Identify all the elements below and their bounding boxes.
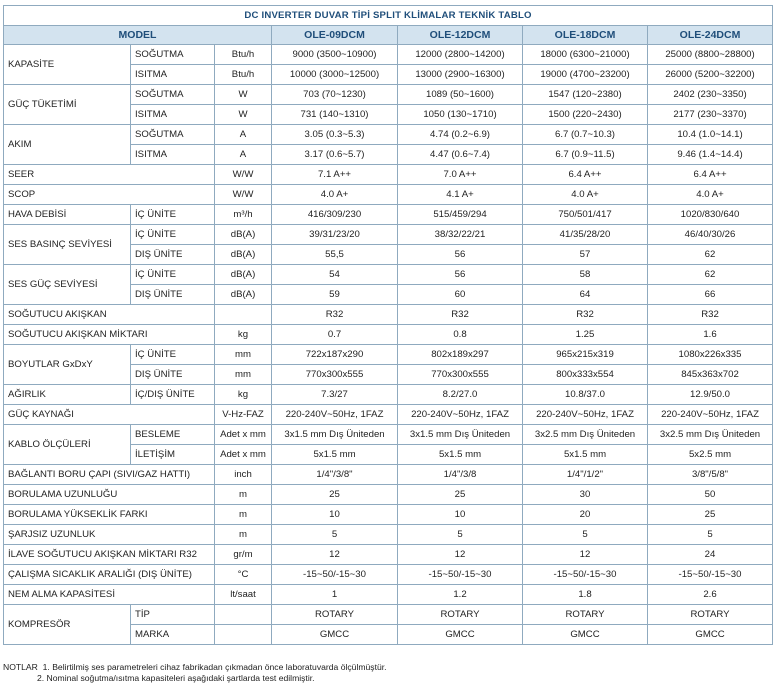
table-row [4, 305, 773, 325]
row-label: GÜÇ TÜKETİMİ [4, 85, 131, 125]
row-value: 1.8 [523, 585, 648, 605]
row-sublabel: İÇ ÜNİTE [131, 205, 215, 225]
table-row [4, 465, 773, 485]
row-value: R32 [523, 305, 648, 325]
row-value: 5 [648, 525, 773, 545]
row-sublabel: ISITMA [131, 65, 215, 85]
table-row [4, 125, 773, 145]
row-unit [215, 605, 272, 625]
row-value: 4.1 A+ [398, 185, 523, 205]
row-value: 66 [648, 285, 773, 305]
row-value: 10 [398, 505, 523, 525]
row-unit: A [215, 145, 272, 165]
row-label: BOYUTLAR GxDxY [4, 345, 131, 385]
row-value: 5 [272, 525, 398, 545]
row-label: ŞARJSIZ UZUNLUK [4, 525, 215, 545]
row-value: 0.8 [398, 325, 523, 345]
row-value: 0.7 [272, 325, 398, 345]
row-sublabel: SOĞUTMA [131, 85, 215, 105]
row-unit: W/W [215, 185, 272, 205]
row-value: 3x1.5 mm Dış Üniteden [398, 425, 523, 445]
row-value: 1.6 [648, 325, 773, 345]
row-value: 845x363x702 [648, 365, 773, 385]
row-value: 802x189x297 [398, 345, 523, 365]
row-label: KABLO ÖLÇÜLERİ [4, 425, 131, 465]
row-value: 703 (70~1230) [272, 85, 398, 105]
row-value: 1020/830/640 [648, 205, 773, 225]
table-row [4, 405, 773, 425]
row-value: 1500 (220~2430) [523, 105, 648, 125]
model-header: MODEL [4, 26, 272, 45]
row-value: 3x2.5 mm Dış Üniteden [523, 425, 648, 445]
row-value: 4.0 A+ [272, 185, 398, 205]
row-label: ÇALIŞMA SICAKLIK ARALIĞI (DIŞ ÜNİTE) [4, 565, 215, 585]
row-value: 26000 (5200~32200) [648, 65, 773, 85]
row-unit: Adet x mm [215, 445, 272, 465]
table-row [4, 565, 773, 585]
row-value: 62 [648, 265, 773, 285]
notes-prefix: NOTLAR [3, 662, 38, 672]
row-value: 3x2.5 mm Dış Üniteden [648, 425, 773, 445]
table-row [4, 85, 773, 105]
row-unit: Btu/h [215, 65, 272, 85]
row-unit [215, 305, 272, 325]
row-unit: kg [215, 325, 272, 345]
row-value: 10 [272, 505, 398, 525]
row-value: 731 (140~1310) [272, 105, 398, 125]
row-value: 7.3/27 [272, 385, 398, 405]
row-unit: kg [215, 385, 272, 405]
row-sublabel: DIŞ ÜNİTE [131, 285, 215, 305]
row-label: İLAVE SOĞUTUCU AKIŞKAN MİKTARI R32 [4, 545, 215, 565]
row-value: 4.47 (0.6~7.4) [398, 145, 523, 165]
row-unit: °C [215, 565, 272, 585]
row-value: 25 [272, 485, 398, 505]
row-value: 722x187x290 [272, 345, 398, 365]
row-label: BAĞLANTI BORU ÇAPI (SIVI/GAZ HATTI) [4, 465, 215, 485]
row-unit: m [215, 525, 272, 545]
row-value: 24 [648, 545, 773, 565]
row-value: 25 [648, 505, 773, 525]
table-row [4, 205, 773, 225]
row-value: 25 [398, 485, 523, 505]
row-value: 19000 (4700~23200) [523, 65, 648, 85]
row-value: 416/309/230 [272, 205, 398, 225]
row-value: GMCC [523, 625, 648, 645]
row-value: 1 [272, 585, 398, 605]
row-value: -15~50/-15~30 [523, 565, 648, 585]
table-row [4, 165, 773, 185]
row-value: 5x2.5 mm [648, 445, 773, 465]
row-value: 38/32/22/21 [398, 225, 523, 245]
row-value: 25000 (8800~28800) [648, 45, 773, 65]
row-label: SES GÜÇ SEVİYESİ [4, 265, 131, 305]
note-1: 1. Belirtilmiş ses parametreleri cihaz fabrikadan çıkmadan önce laboratuvarda ölçülmüştür. [42, 662, 387, 672]
row-label: AKIM [4, 125, 131, 165]
row-value: 10.4 (1.0~14.1) [648, 125, 773, 145]
table-row [4, 345, 773, 365]
table-row [4, 325, 773, 345]
row-label: SEER [4, 165, 215, 185]
row-value: 1/4"/3/8 [398, 465, 523, 485]
row-value: -15~50/-15~30 [648, 565, 773, 585]
row-value: 12 [272, 545, 398, 565]
row-value: 9000 (3500~10900) [272, 45, 398, 65]
row-value: 965x215x319 [523, 345, 648, 365]
row-value: GMCC [648, 625, 773, 645]
row-value: 2177 (230~3370) [648, 105, 773, 125]
row-value: 8.2/27.0 [398, 385, 523, 405]
table-row [4, 525, 773, 545]
row-label: GÜÇ KAYNAĞI [4, 405, 215, 425]
model-col-4: OLE-24DCM [648, 26, 773, 45]
row-value: 18000 (6300~21000) [523, 45, 648, 65]
row-value: 58 [523, 265, 648, 285]
row-value: 12000 (2800~14200) [398, 45, 523, 65]
row-unit: m [215, 485, 272, 505]
row-unit: dB(A) [215, 265, 272, 285]
row-unit: m³/h [215, 205, 272, 225]
row-sublabel: BESLEME [131, 425, 215, 445]
row-value: 5x1.5 mm [272, 445, 398, 465]
row-unit: inch [215, 465, 272, 485]
row-unit: m [215, 505, 272, 525]
row-value: 4.74 (0.2~6.9) [398, 125, 523, 145]
row-value: 2.6 [648, 585, 773, 605]
row-value: 5 [523, 525, 648, 545]
row-sublabel: SOĞUTMA [131, 45, 215, 65]
row-sublabel: DIŞ ÜNİTE [131, 245, 215, 265]
row-value: 10000 (3000~12500) [272, 65, 398, 85]
row-value: -15~50/-15~30 [398, 565, 523, 585]
row-value: R32 [648, 305, 773, 325]
row-value: 1.2 [398, 585, 523, 605]
model-col-1: OLE-09DCM [272, 26, 398, 45]
row-value: ROTARY [648, 605, 773, 625]
spec-table [3, 5, 773, 645]
row-value: 2402 (230~3350) [648, 85, 773, 105]
row-value: 220-240V~50Hz, 1FAZ [272, 405, 398, 425]
row-value: 6.7 (0.9~11.5) [523, 145, 648, 165]
row-value: 1050 (130~1710) [398, 105, 523, 125]
row-value: 12.9/50.0 [648, 385, 773, 405]
row-value: 1/4"/1/2" [523, 465, 648, 485]
row-unit: dB(A) [215, 225, 272, 245]
row-value: 57 [523, 245, 648, 265]
row-sublabel: İÇ ÜNİTE [131, 265, 215, 285]
row-value: 9.46 (1.4~14.4) [648, 145, 773, 165]
row-label: AĞIRLIK [4, 385, 131, 405]
row-unit: Adet x mm [215, 425, 272, 445]
row-unit: V-Hz-FAZ [215, 405, 272, 425]
row-value: 6.4 A++ [523, 165, 648, 185]
row-label: KOMPRESÖR [4, 605, 131, 645]
row-sublabel: SOĞUTMA [131, 125, 215, 145]
row-label: SES BASINÇ SEVİYESİ [4, 225, 131, 265]
row-label: SOĞUTUCU AKIŞKAN [4, 305, 215, 325]
row-value: GMCC [398, 625, 523, 645]
row-unit: gr/m [215, 545, 272, 565]
row-label: SOĞUTUCU AKIŞKAN MİKTARI [4, 325, 215, 345]
row-value: GMCC [272, 625, 398, 645]
row-label: KAPASİTE [4, 45, 131, 85]
header-row [4, 26, 773, 45]
row-sublabel: ISITMA [131, 105, 215, 125]
row-value: 5x1.5 mm [398, 445, 523, 465]
row-value: 770x300x555 [272, 365, 398, 385]
row-value: ROTARY [398, 605, 523, 625]
row-unit: dB(A) [215, 285, 272, 305]
row-value: 20 [523, 505, 648, 525]
row-label: SCOP [4, 185, 215, 205]
row-value: ROTARY [272, 605, 398, 625]
table-row [4, 605, 773, 625]
table-row [4, 485, 773, 505]
table-row [4, 225, 773, 245]
model-col-2: OLE-12DCM [398, 26, 523, 45]
row-unit [215, 625, 272, 645]
table-row [4, 45, 773, 65]
row-value: 3.05 (0.3~5.3) [272, 125, 398, 145]
table-row [4, 505, 773, 525]
row-value: 1/4"/3/8" [272, 465, 398, 485]
row-value: 3x1.5 mm Dış Üniteden [272, 425, 398, 445]
row-value: 64 [523, 285, 648, 305]
row-value: 7.0 A++ [398, 165, 523, 185]
row-unit: lt/saat [215, 585, 272, 605]
row-value: 56 [398, 245, 523, 265]
row-value: 50 [648, 485, 773, 505]
table-row [4, 385, 773, 405]
row-value: R32 [272, 305, 398, 325]
table-row [4, 425, 773, 445]
row-value: 5 [398, 525, 523, 545]
row-value: 1.25 [523, 325, 648, 345]
row-value: 62 [648, 245, 773, 265]
row-sublabel: İLETİŞİM [131, 445, 215, 465]
row-label: BORULAMA UZUNLUĞU [4, 485, 215, 505]
row-value: 770x300x555 [398, 365, 523, 385]
row-value: R32 [398, 305, 523, 325]
row-label: HAVA DEBİSİ [4, 205, 131, 225]
row-value: 220-240V~50Hz, 1FAZ [398, 405, 523, 425]
row-value: 220-240V~50Hz, 1FAZ [523, 405, 648, 425]
spec-sheet [3, 5, 772, 684]
row-value: 39/31/23/20 [272, 225, 398, 245]
row-sublabel: İÇ ÜNİTE [131, 225, 215, 245]
row-value: 1547 (120~2380) [523, 85, 648, 105]
row-unit: dB(A) [215, 245, 272, 265]
row-unit: A [215, 125, 272, 145]
model-col-3: OLE-18DCM [523, 26, 648, 45]
row-value: 54 [272, 265, 398, 285]
row-value: 12 [398, 545, 523, 565]
row-value: 7.1 A++ [272, 165, 398, 185]
row-value: 10.8/37.0 [523, 385, 648, 405]
row-value: -15~50/-15~30 [272, 565, 398, 585]
row-unit: W [215, 85, 272, 105]
row-value: 6.4 A++ [648, 165, 773, 185]
row-label: NEM ALMA KAPASİTESİ [4, 585, 215, 605]
notes [3, 662, 772, 684]
row-value: 750/501/417 [523, 205, 648, 225]
row-sublabel: TİP [131, 605, 215, 625]
row-value: 3.17 (0.6~5.7) [272, 145, 398, 165]
row-unit: W [215, 105, 272, 125]
row-value: 56 [398, 265, 523, 285]
row-value: 12 [523, 545, 648, 565]
row-sublabel: İÇ ÜNİTE [131, 345, 215, 365]
row-value: 800x333x554 [523, 365, 648, 385]
row-value: 4.0 A+ [523, 185, 648, 205]
row-value: 515/459/294 [398, 205, 523, 225]
row-value: 3/8"/5/8" [648, 465, 773, 485]
row-value: 59 [272, 285, 398, 305]
row-label: BORULAMA YÜKSEKLİK FARKI [4, 505, 215, 525]
note-2: 2. Nominal soğutma/ısıtma kapasiteleri aşağıdaki şartlarda test edilmiştir. [37, 673, 315, 683]
row-value: 60 [398, 285, 523, 305]
table-row [4, 585, 773, 605]
row-value: 13000 (2900~16300) [398, 65, 523, 85]
row-value: 1080x226x335 [648, 345, 773, 365]
table-row [4, 185, 773, 205]
row-sublabel: ISITMA [131, 145, 215, 165]
row-value: 41/35/28/20 [523, 225, 648, 245]
row-sublabel: DIŞ ÜNİTE [131, 365, 215, 385]
table-row [4, 265, 773, 285]
table-title: DC INVERTER DUVAR TİPİ SPLIT KLİMALAR TEKNİK TABLO [4, 6, 773, 26]
row-sublabel: İÇ/DIŞ ÜNİTE [131, 385, 215, 405]
table-row [4, 545, 773, 565]
row-value: 30 [523, 485, 648, 505]
row-value: 220-240V~50Hz, 1FAZ [648, 405, 773, 425]
row-value: 4.0 A+ [648, 185, 773, 205]
row-sublabel: MARKA [131, 625, 215, 645]
row-unit: Btu/h [215, 45, 272, 65]
row-value: 55,5 [272, 245, 398, 265]
row-value: 6.7 (0.7~10.3) [523, 125, 648, 145]
row-value: 5x1.5 mm [523, 445, 648, 465]
row-unit: W/W [215, 165, 272, 185]
row-value: ROTARY [523, 605, 648, 625]
row-unit: mm [215, 345, 272, 365]
row-value: 46/40/30/26 [648, 225, 773, 245]
row-value: 1089 (50~1600) [398, 85, 523, 105]
row-unit: mm [215, 365, 272, 385]
